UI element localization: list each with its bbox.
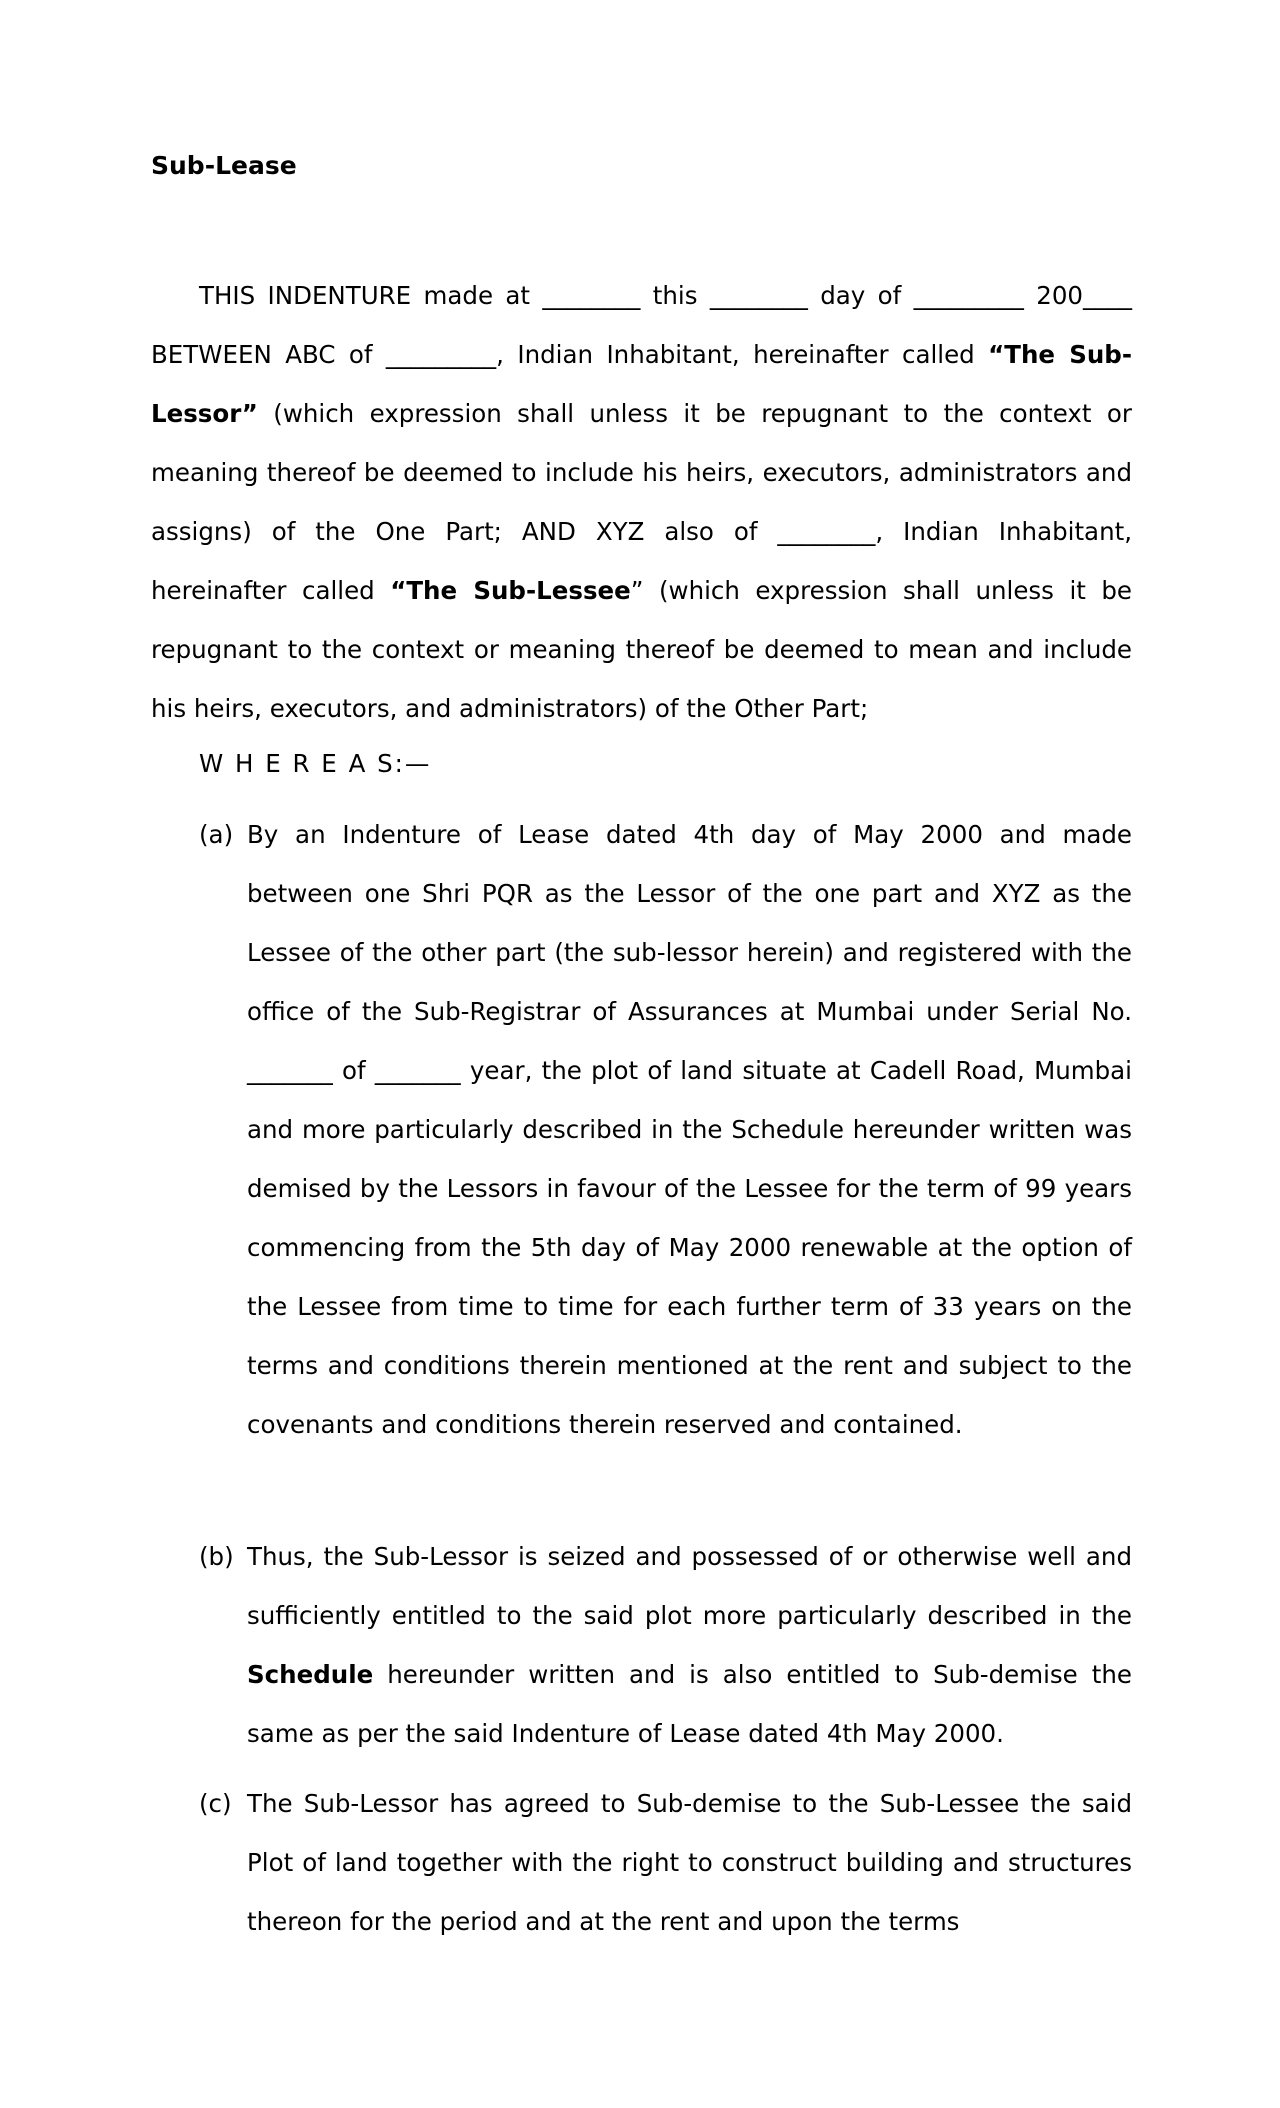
- clause-label: (b): [199, 1542, 234, 1571]
- recital-clause-a: [199, 805, 1132, 1454]
- clause-text: By an Indenture of Lease dated 4th day of May 2000 and made between one Shri PQR as the Lessor of the one part and XYZ as the Lessee of the other part (the sub-lessor herein) and registered with the office of the Sub-Registrar of Assurances at Mumbai under Serial No. _______ of _______ year, the plot of land situate at Cadell Road, Mumbai and more particularly described in the Schedule hereunder written was demised by the Lessors in favour of the Lessee for the term of 99 years commencing from the 5th day of May 2000 renewable at the option of the Lessee from time to time for each further term of 33 years on the terms and conditions therein mentioned at the rent and subject to the covenants and conditions therein reserved and contained.: [247, 820, 1132, 1439]
- whereas-heading: W H E R E A S:—: [199, 749, 432, 778]
- clause-label: (c): [199, 1789, 232, 1818]
- recital-clause-b: [199, 1527, 1132, 1763]
- intro-text-1: THIS INDENTURE made at ________ this ________ day of _________ 200____ BETWEEN ABC of _________, Indian Inhabitant, hereinafter called: [151, 281, 1132, 369]
- clause-label: (a): [199, 820, 234, 849]
- recital-clause-c: [199, 1774, 1132, 1951]
- schedule-term: Schedule: [247, 1660, 374, 1689]
- clause-text: [247, 1527, 1132, 1763]
- intro-paragraph: [151, 266, 1132, 738]
- clause-text: The Sub-Lessor has agreed to Sub-demise to the Sub-Lessee the said Plot of land together with the right to construct building and structures thereon for the period and at the rent and upon the terms: [247, 1789, 1132, 1936]
- clause-text-part-1: Thus, the Sub-Lessor is seized and possessed of or otherwise well and sufficiently entitled to the said plot more particularly described in the: [247, 1542, 1132, 1630]
- intro-text-3: ” (which expression shall unless it be repugnant to the context or meaning thereof be deemed to mean and include his heirs, executors, and administrators) of the Other Part;: [151, 576, 1132, 723]
- intro-text-2: (which expression shall unless it be repugnant to the context or meaning thereof be deemed to include his heirs, executors, administrators and assigns) of the One Part; AND XYZ also of ________, Indian Inhabitant, hereinafter called: [151, 399, 1132, 605]
- sub-lessor-term: “The Sub-Lessor”: [151, 340, 1132, 428]
- clause-text-part-2: hereunder written and is also entitled to Sub-demise the same as per the said Indenture of Lease dated 4th May 2000.: [247, 1660, 1132, 1748]
- document-title: Sub-Lease: [151, 151, 297, 180]
- sub-lessee-term: “The Sub-Lessee: [390, 576, 631, 605]
